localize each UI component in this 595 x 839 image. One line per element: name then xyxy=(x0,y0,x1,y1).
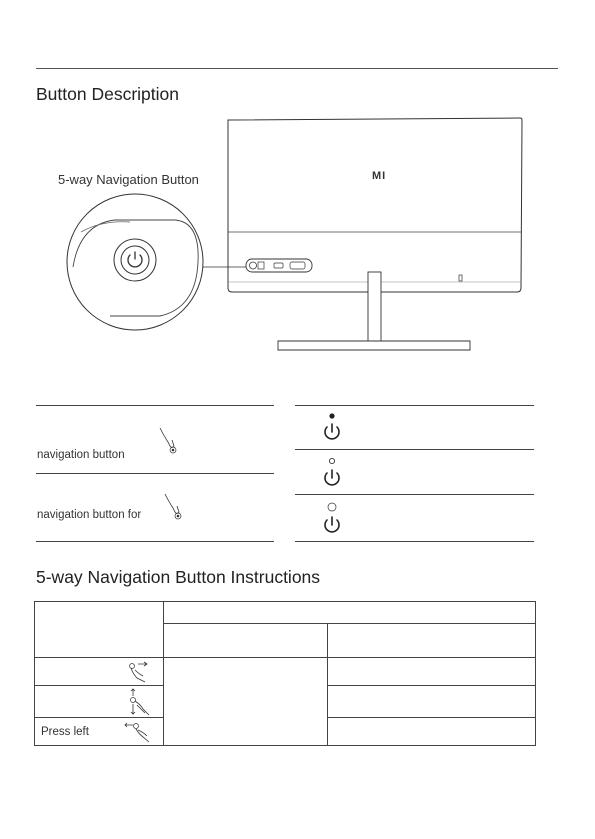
table-rule xyxy=(295,494,534,495)
section-title-button-description: Button Description xyxy=(36,84,179,104)
table-cell xyxy=(35,658,164,686)
monitor-rear-diagram xyxy=(50,112,540,357)
power-light-on-icon xyxy=(320,412,344,442)
hand-updown-icon xyxy=(127,687,153,717)
hand-press-icon xyxy=(158,424,184,458)
table-rule xyxy=(36,541,274,542)
table-cell xyxy=(328,718,536,746)
top-rule xyxy=(36,68,558,69)
list-item: navigation button xyxy=(37,449,125,461)
navigation-instructions-table xyxy=(34,601,536,746)
table-rule xyxy=(36,405,274,406)
hand-left-icon xyxy=(123,720,153,744)
table-cell xyxy=(35,602,164,658)
table-rule xyxy=(36,473,274,474)
power-light-dim-icon xyxy=(320,456,344,488)
power-light-off-icon xyxy=(320,501,344,535)
table-cell xyxy=(328,658,536,686)
table-rule xyxy=(295,405,534,406)
table-cell xyxy=(35,718,164,746)
list-item: navigation button for xyxy=(37,509,142,521)
table-cell xyxy=(328,624,536,658)
table-cell xyxy=(164,624,328,658)
row-label: Press left xyxy=(41,725,89,738)
monitor-logo: MI xyxy=(372,170,387,182)
table-rule xyxy=(295,541,534,542)
hand-right-icon xyxy=(127,660,153,684)
hand-press-icon xyxy=(163,490,189,524)
table-cell xyxy=(164,602,536,624)
callout-label: 5-way Navigation Button xyxy=(58,172,199,187)
table-cell xyxy=(328,686,536,718)
table-row xyxy=(35,658,536,686)
table-cell xyxy=(164,658,328,746)
section-title-navigation-instructions: 5-way Navigation Button Instructions xyxy=(36,567,321,587)
table-cell xyxy=(35,686,164,718)
table-rule xyxy=(295,449,534,450)
